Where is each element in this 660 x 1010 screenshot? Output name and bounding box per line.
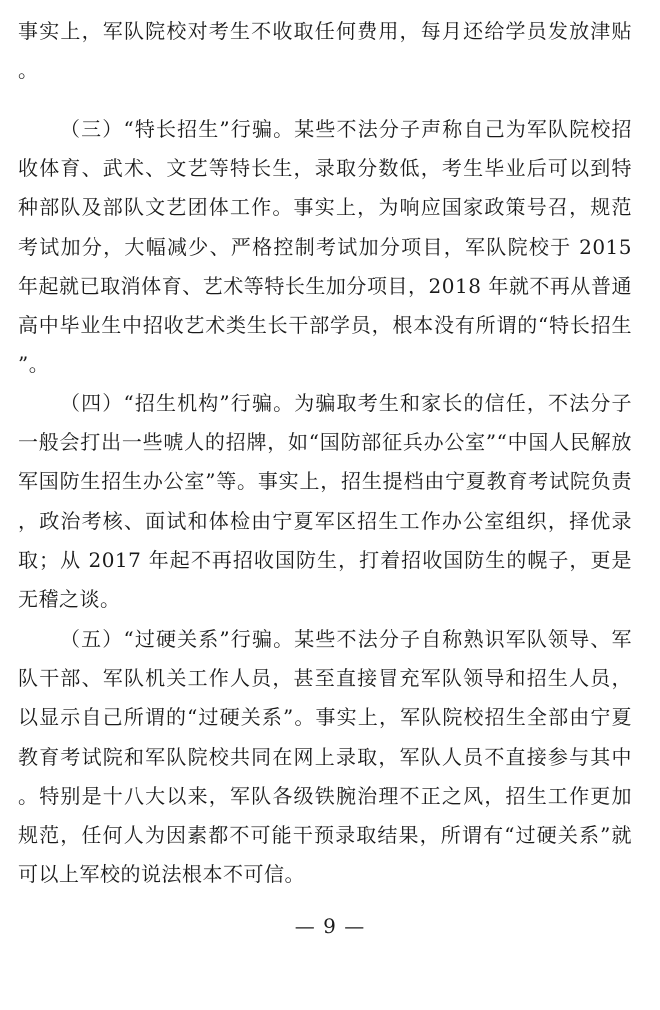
- paragraph-specialty-recruitment: （三）“特长招生”行骗。某些不法分子声称自己为军队院校招收体育、武术、文艺等特长生，录取分数低，考生毕业后可以到特种部队及部队文艺团体工作。事实上，为响应国家政策号召，规范考试加分，大幅减少、严格控制考试加分项目，军队院校于 2015 年起就已取消体育、艺术等特长生加分项目，2018 年就不再从普通高中毕业生中招收艺术类生长干部学员，根本没有所谓的“特长招生”。: [18, 117, 632, 377]
- paragraph-continuation: 事实上，军队院校对考生不收取任何费用，每月还给学员发放津贴。: [18, 19, 632, 83]
- paragraph-recruitment-agency: （四）“招生机构”行骗。为骗取考生和家长的信任，不法分子一般会打出一些唬人的招牌，如“国防部征兵办公室”“中国人民解放军国防生招生办公室”等。事实上，招生提档由宁夏教育考试院负责，政治考核、面试和体检由宁夏军区招生工作办公室组织，择优录取；从 2017 年起不再招收国防生，打着招收国防生的幌子，更是无稽之谈。: [18, 391, 632, 612]
- paragraph-connections: （五）“过硬关系”行骗。某些不法分子自称熟识军队领导、军队干部、军队机关工作人员，甚至直接冒充军队领导和招生人员，以显示自己所谓的“过硬关系”。事实上，军队院校招生全部由宁夏教育考试院和军队院校共同在网上录取，军队人员不直接参与其中。特别是十八大以来，军队各级铁腕治理不正之风，招生工作更加规范，任何人为因素都不可能干预录取结果，所谓有“过硬关系”就可以上军校的说法根本不可信。: [18, 627, 632, 887]
- page-number: — 9 —: [294, 914, 366, 938]
